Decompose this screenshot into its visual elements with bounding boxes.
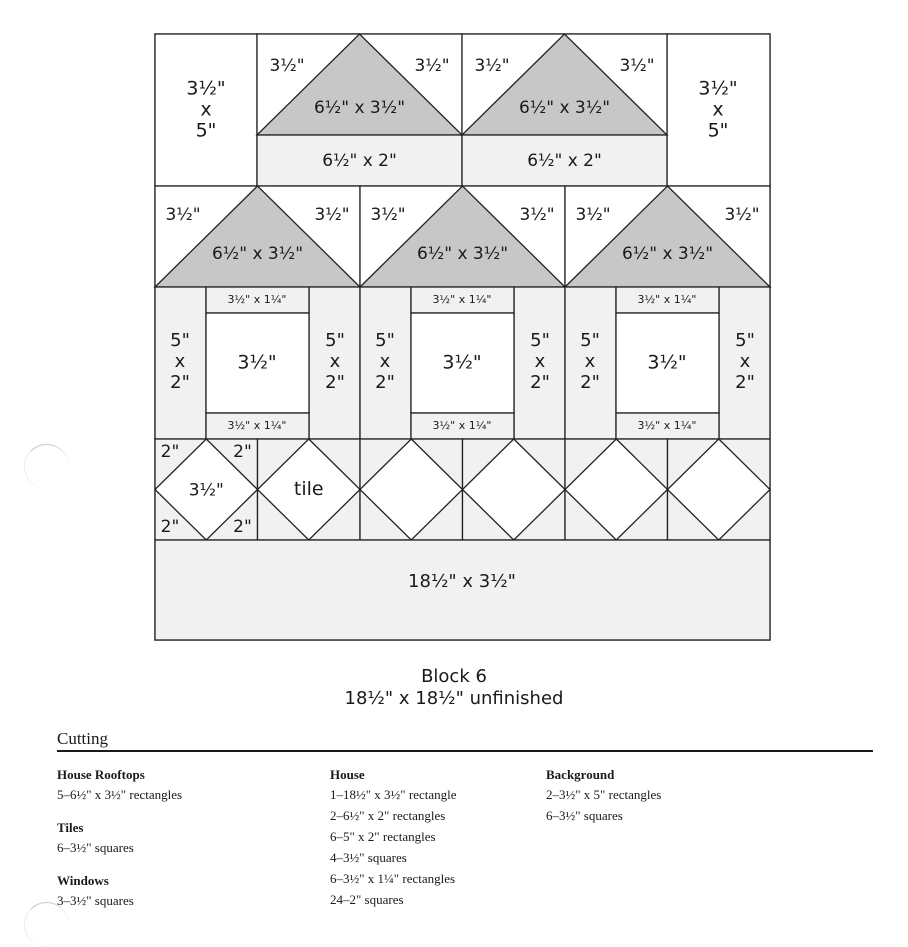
window-label: 3½" <box>237 351 277 374</box>
window-strip-label: 3½" x 1¼" <box>432 293 492 306</box>
cutting-item: 6–3½" squares <box>57 840 134 855</box>
window-strip-label: 3½" x 1¼" <box>432 419 492 432</box>
side-rect-label: 5" <box>375 330 395 351</box>
window-label: 3½" <box>647 351 687 374</box>
tile-corner-label: 2" <box>233 442 252 462</box>
side-rect-label: x <box>584 351 596 372</box>
background-rect-label: x <box>200 98 212 121</box>
cutting-group-windows <box>57 872 182 911</box>
cutting-column-right <box>546 766 661 840</box>
window-label: 3½" <box>442 351 482 374</box>
side-rect-label: x <box>174 351 186 372</box>
cutting-item: 1–18½" x 3½" rectangle <box>330 787 457 802</box>
cutting-item: 6–3½" squares <box>546 808 623 823</box>
cutting-heading: Cutting <box>57 729 109 748</box>
roof-corner-label: 3½" <box>314 205 350 225</box>
cutting-group-background <box>546 766 661 826</box>
roof-corner-label: 3½" <box>165 205 201 225</box>
tile-corner-label: 2" <box>160 517 180 537</box>
background-rect-label: 5" <box>707 119 729 142</box>
roof-label: 6½" x 3½" <box>313 98 406 118</box>
roof-corner-label: 3½" <box>519 205 555 225</box>
side-rect-label: 2" <box>580 372 600 393</box>
side-rect-label: 5" <box>170 330 190 351</box>
block-size: 18½" x 18½" unfinished <box>344 688 564 709</box>
side-rect-label: x <box>534 351 546 372</box>
block-title: Block 6 <box>421 666 487 687</box>
cutting-item: 3–3½" squares <box>57 893 134 908</box>
background-rect-label: 5" <box>195 119 217 142</box>
roof-base-label: 6½" x 2" <box>527 151 602 171</box>
group-title: Tiles <box>57 820 84 835</box>
tile-label: tile <box>293 478 324 500</box>
roof-corner-label: 3½" <box>724 205 760 225</box>
side-rect-label: 5" <box>325 330 345 351</box>
side-rect-label: x <box>739 351 751 372</box>
side-rect-label: 5" <box>580 330 600 351</box>
roof-corner-label: 3½" <box>474 56 510 76</box>
roof-corner-label: 3½" <box>575 205 611 225</box>
cutting-item: 4–3½" squares <box>330 850 407 865</box>
background-rect-label: 3½" <box>186 77 226 100</box>
scan-mark-upper <box>24 444 69 489</box>
cutting-group-tiles <box>57 819 182 858</box>
cutting-item: 2–6½" x 2" rectangles <box>330 808 446 823</box>
roof-label: 6½" x 3½" <box>621 244 714 264</box>
bottom-rect-label: 18½" x 3½" <box>408 571 516 592</box>
background-rect-label: 3½" <box>698 77 738 100</box>
cutting-item: 24–2" squares <box>330 892 404 907</box>
roof-label: 6½" x 3½" <box>416 244 509 264</box>
side-rect-label: 2" <box>325 372 345 393</box>
window-strip-label: 3½" x 1¼" <box>637 419 697 432</box>
side-rect-label: 2" <box>735 372 755 393</box>
tile-corner-label: 2" <box>233 517 252 537</box>
cutting-item: 5–6½" x 3½" rectangles <box>57 787 183 802</box>
group-title: Background <box>546 767 615 782</box>
window-strip-label: 3½" x 1¼" <box>227 419 287 432</box>
window-strip-label: 3½" x 1¼" <box>227 293 287 306</box>
side-rect-label: 2" <box>375 372 395 393</box>
cutting-column-left <box>57 766 182 925</box>
roof-label: 6½" x 3½" <box>518 98 611 118</box>
roof-base-label: 6½" x 2" <box>322 151 397 171</box>
side-rect-label: 5" <box>530 330 550 351</box>
roof-corner-label: 3½" <box>269 56 305 76</box>
roof-corner-label: 3½" <box>619 56 655 76</box>
window-strip-label: 3½" x 1¼" <box>637 293 697 306</box>
tile-corner-label: 2" <box>160 442 180 462</box>
side-rect-label: 2" <box>530 372 550 393</box>
cutting-group-house <box>330 766 457 910</box>
side-rect-label: 5" <box>735 330 755 351</box>
roof-label: 6½" x 3½" <box>211 244 304 264</box>
cutting-item: 2–3½" x 5" rectangles <box>546 787 662 802</box>
cutting-column-middle <box>330 766 457 924</box>
tile-square-label: 3½" <box>188 480 224 501</box>
background-rect-label: x <box>712 98 724 121</box>
cutting-item: 6–3½" x 1¼" rectangles <box>330 871 456 886</box>
side-rect-label: x <box>329 351 341 372</box>
group-title: House <box>330 767 365 782</box>
cutting-group-house-rooftops <box>57 766 182 805</box>
roof-corner-label: 3½" <box>414 56 450 76</box>
side-rect-label: x <box>379 351 391 372</box>
cutting-divider <box>57 750 873 752</box>
group-title: House Rooftops <box>57 767 145 782</box>
roof-corner-label: 3½" <box>370 205 406 225</box>
cutting-item: 6–5" x 2" rectangles <box>330 829 436 844</box>
side-rect-label: 2" <box>170 372 190 393</box>
group-title: Windows <box>57 873 109 888</box>
